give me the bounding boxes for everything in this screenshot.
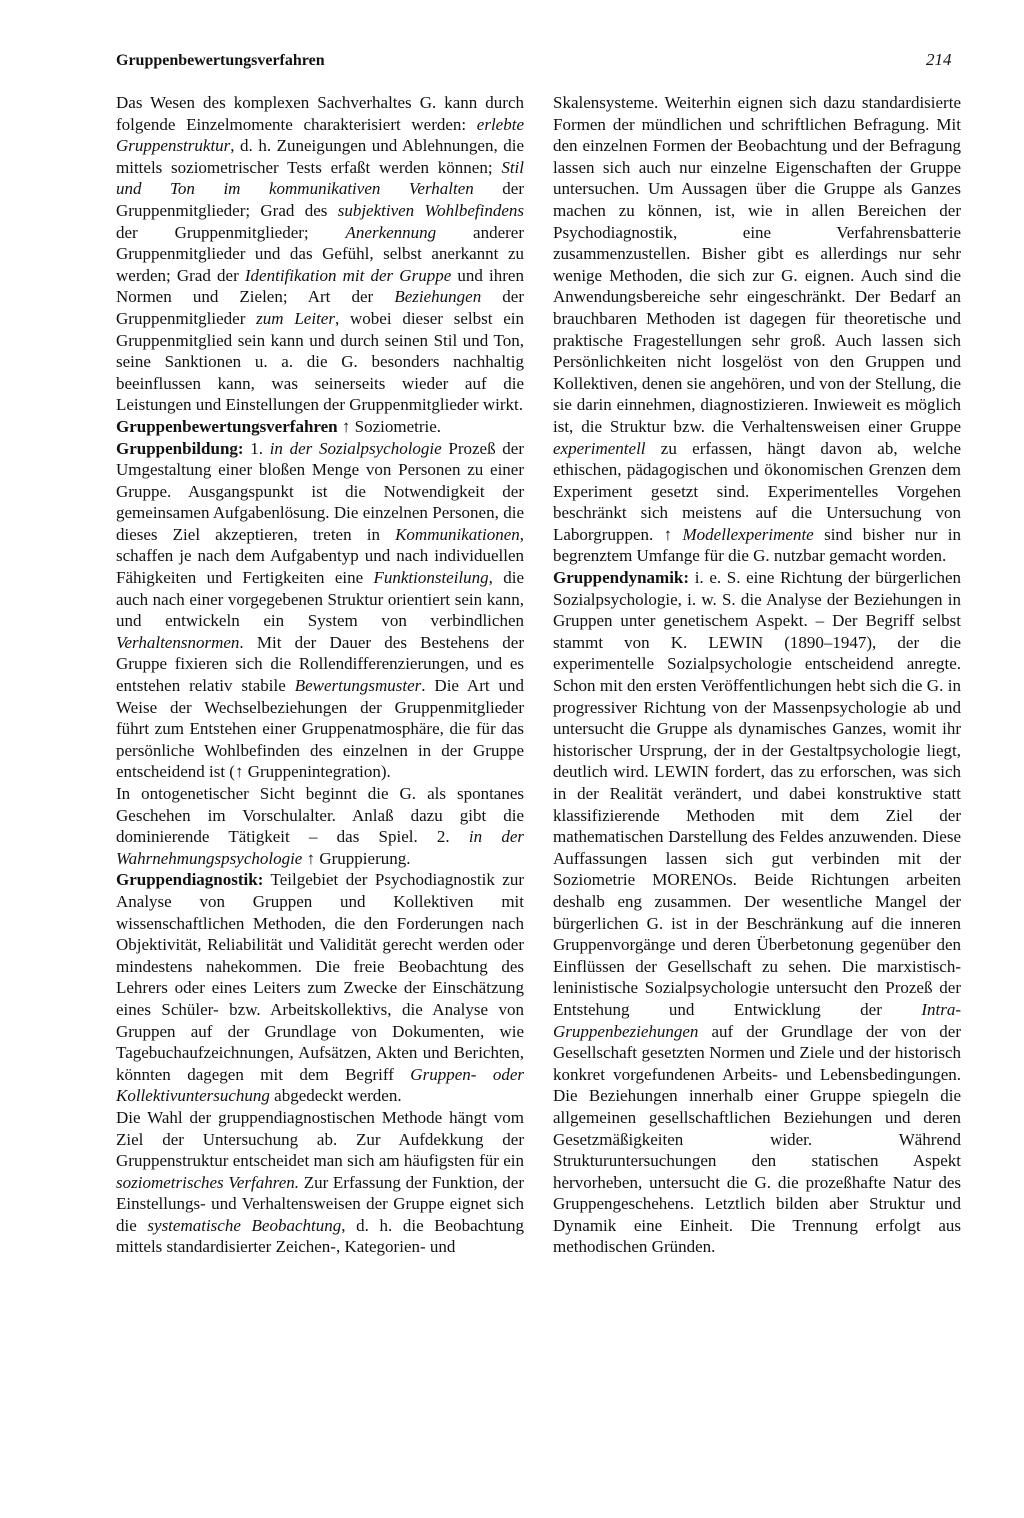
text: , wobei dieser selbst ein Gruppenmitglied sein kann und durch seinen Stil und Ton, seine Sanktionen u. a. die G. besonders nachhaltig beeinflussen kann, was seinerseits wieder auf die Leistungen und Einstellungen der Gruppenmitglieder wirkt. (116, 308, 524, 415)
left-column (116, 92, 524, 1258)
text: i. e. S. eine Richtung der bürgerlichen Sozialpsychologie, i. w. S. die Analyse der Beziehungen in Gruppen unter genetischem Aspekt. – Der Begriff selbst stammt von K. LEWIN (1890–1947), der die experimentelle Sozialpsychologie entscheidend anregte. Schon mit den ersten Veröffentlichungen hebt sich die G. in progressiver Richtung von der Massenpsychologie ab und untersucht die Gruppe als dynamisches Ganzes, womit ihr historischer Ursprung, der in der Gestaltpsychologie liegt, deutlich wird. LEWIN fordert, das zu erforschen, was sich in der Realität verändert, und dabei konstruktive statt klassifizierende Methoden mit dem Ziel der mathematischen Darstellung des Feldes anzuwenden. Diese Auffassungen lassen sich gut verbinden mit der Soziometrie MORENOs. Beide Richtungen arbeiten deshalb eng zusammen. Der wesentliche Mangel der bürgerlichen G. ist in der Beschränkung auf die inneren Gruppenvorgänge und deren Überbetonung gegenüber den Einflüssen der Gesellschaft zu sehen. Die marxistisch-leninistische Sozialpsychologie untersucht den Prozeß der Entstehung und Entwicklung der (553, 568, 961, 1019)
text: Zur Erfassung der Funktion, der Einstellungs- und Verhaltensweisen der Gruppe eignet sich die (116, 1172, 525, 1235)
italic-term: Funktionsteilung (373, 568, 489, 588)
text: In ontogenetischer Sicht beginnt die G. als spontanes Geschehen im Vorschulalter. Anlaß dazu gibt die dominierende Tätigkeit – das Spiel. 2. (116, 784, 524, 847)
italic-term: Modellexperimente (682, 524, 814, 544)
text: der Gruppenmitglieder; Grad des (116, 179, 524, 220)
lemma: Gruppendiagnostik: (116, 870, 264, 890)
italic-term: Anerkennung (345, 222, 437, 242)
paragraph (116, 92, 524, 416)
text: und ihren Normen und Zielen; Art der (116, 265, 524, 307)
text: Die Wahl der gruppendiagnostischen Methode hängt vom Ziel der Untersuchung ab. Zur Aufdekkung der Gruppenstruktur entscheidet man sich am häufigsten für ein (116, 1107, 524, 1171)
lemma: Gruppendynamik: (553, 568, 690, 588)
italic-term: erlebte Gruppenstruktur (116, 114, 524, 156)
text: , die auch nach einer vorgegebenen Struktur orientiert sein kann, und entwickeln ein System von verbindlichen (116, 568, 524, 631)
lemma: Gruppenbewertungsverfahren (116, 416, 338, 436)
italic-term: Beziehungen (394, 287, 482, 307)
text: . Die Art und Weise der Wechselbeziehungen der Gruppenmitglieder führt zum Entstehen einer Gruppenatmosphäre, die für das persönliche Wohlbefinden des einzelnen in der Gruppe entscheidend ist (↑ Gruppenintegration). (116, 676, 524, 782)
text: der Gruppenmitglieder (116, 287, 525, 328)
paragraph (116, 783, 524, 869)
text: zu erfassen, hängt davon ab, welche ethischen, pädagogischen und ökonomischen Grenzen dem Experiment gesetzt sind. Experimentelles Vorgehen beschränkt sich meistens auf die Untersuchung von Laborgruppen. ↑ (553, 438, 961, 544)
italic-term: zum Leiter (256, 308, 335, 328)
text: 1. (243, 438, 270, 458)
text: auf der Grundlage der von der Gesellschaft gesetzten Normen und Ziele und der historisch konkret vorgefundenen Arbeits- und Lebensbedingungen. Die Beziehungen innerhalb einer Gruppe spiegeln die allgemeinen gesellschaftlichen Beziehungen und deren Gesetzmäßigkeiten wider. Während Strukturuntersuchungen den statischen Aspekt hervorheben, untersucht die G. die prozeßhafte Natur des Gruppengeschehens. Letztlich bilden aber Struktur und Dynamik eine Einheit. Die Trennung erfolgt aus methodischen Gründen. (553, 1021, 961, 1257)
italic-term: in der Sozialpsychologie (269, 438, 442, 458)
italic-term: in der Wahrnehmungspsychologie (116, 827, 525, 868)
running-head: Gruppenbewertungsverfahren (116, 52, 325, 69)
entry-gruppendynamik (553, 567, 961, 1258)
text: abgedeckt werden. (269, 1086, 402, 1106)
entry-gruppenbildung (116, 438, 524, 784)
italic-term: Verhaltensnormen (116, 632, 240, 652)
paragraph (116, 1107, 524, 1258)
italic-term: systematische Beobachtung (147, 1215, 342, 1235)
italic-term: Bewertungsmuster (294, 676, 422, 696)
text: Teilgebiet der Psychodiagnostik zur Analyse von Gruppen und Kollektiven mit wissenschaftlichen Methoden, die den Forderungen nach Objektivität, Reliabilität und Validität gerecht werden oder mindestens nahekommen. Die freie Beobachtung des Lehrers oder eines Leiters zum Zwecke der Einschätzung eines Schüler- bzw. Arbeitskollektivs, die Analyse von Gruppen auf der Grundlage von Dokumenten, wie Tagebuchaufzeichnungen, Aufsätzen, Akten und Berichten, könnten dagegen mit dem Begriff (116, 870, 524, 1084)
italic-term: soziometrisches Verfahren. (116, 1172, 300, 1192)
italic-term: Stil und Ton im kommunikativen Verhalten (116, 157, 524, 199)
page-number: 214 (926, 50, 952, 69)
italic-term: Intra-Gruppenbeziehungen (553, 999, 961, 1041)
cross-reference: ↑ Soziometrie. (337, 416, 442, 436)
italic-term: experimentell (553, 438, 646, 458)
text: , d. h. die Beobachtung mittels standardisierter Zeichen-, Kategorien- und (116, 1215, 524, 1257)
text: Skalensysteme. Weiterhin eignen sich dazu standardisierte Formen der mündlichen und schriftlichen Befragung. Mit den einzelnen Formen der Beobachtung und der Befragung lassen sich auch nur einzelne Eigenschaften der Gruppe untersuchen. Um Aussagen über die Gruppe als Ganzes machen zu können, ist, wie in allen Bereichen der Psychodiagnostik, eine Verfahrensbatterie zusammenzustellen. Bisher gibt es allerdings nur sehr wenige Methoden, die sich zur G. eignen. Auch sind die Anwendungsbereiche sehr eingeschränkt. Der Bedarf an brauchbaren Methoden ist dagegen für theoretische und praktische Fragestellungen sehr groß. Auch lassen sich Persönlichkeiten nicht losgelöst von den Gruppen und Kollektiven, denen sie angehören, und von der Stellung, die sie darin einnehmen, diagnostizieren. Inwieweit es möglich ist, die Struktur bzw. die Verhaltensweisen einer Gruppe (553, 93, 961, 436)
lemma: Gruppenbildung: (116, 438, 244, 458)
text: ↑ Gruppierung. (302, 848, 411, 868)
paragraph (553, 92, 961, 567)
italic-term: Identifikation mit der Gruppe (244, 265, 452, 285)
text: Prozeß der Umgestaltung einer bloßen Menge von Personen zu einer Gruppe. Ausgangspunkt ist die Notwendigkeit der gemeinsamen Aufgabenlösung. Die einzelnen Personen, die dieses Ziel akzeptieren, treten in (116, 438, 524, 544)
italic-term: Kommunikationen (395, 524, 520, 544)
right-column (553, 92, 961, 1258)
text: Das Wesen des komplexen Sachverhaltes G. kann durch folgende Einzelmomente charakterisiert werden: (116, 93, 524, 134)
entry-gruppendiagnostik (116, 869, 524, 1107)
italic-term: Gruppen- oder Kollektivuntersuchung (116, 1064, 524, 1106)
text: . Mit der Dauer des Bestehens der Gruppe fixieren sich die Rollendifferenzierungen, und es entstehen relativ stabile (116, 632, 524, 696)
text: der Gruppenmitglieder; (116, 222, 346, 242)
text: , schaffen je nach dem Aufgabentyp und nach individuellen Fähigkeiten und Fertigkeiten eine (116, 524, 524, 588)
italic-term: subjektiven Wohlbefindens (337, 200, 524, 220)
text: , d. h. Zuneigungen und Ablehnungen, die mittels soziometrischer Tests erfaßt werden können; (116, 136, 524, 177)
text: anderer Gruppenmitglieder und das Gefühl, selbst anerkannt zu werden; Grad der (116, 222, 525, 285)
text: sind bisher nur in begrenztem Umfange für die G. nutzbar gemacht worden. (553, 524, 961, 566)
entry-gruppenbewertungsverfahren (116, 416, 524, 438)
